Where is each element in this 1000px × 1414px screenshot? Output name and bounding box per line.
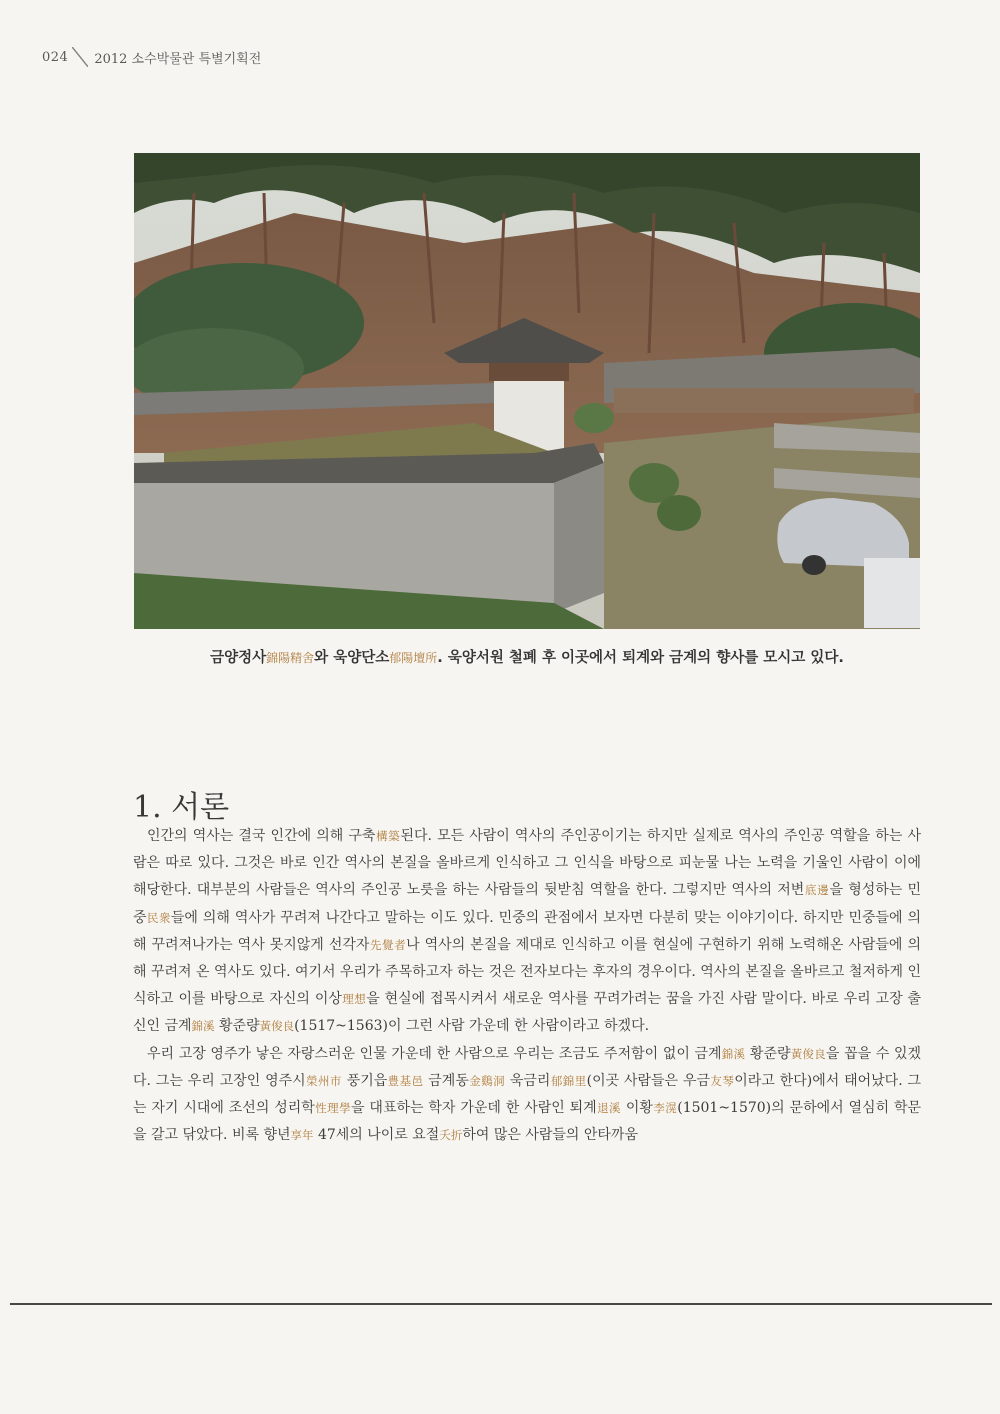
text-run: 을 형성하는 민중: [133, 882, 922, 926]
text-run: 을 꼽을 수 있겠다. 그는 우리 고장인 영주시: [133, 1045, 922, 1089]
hanja-gloss: 豊基邑: [387, 1073, 424, 1088]
hanja-gloss: 退溪: [596, 1101, 621, 1116]
bottom-rule: [10, 1303, 992, 1305]
publication-title: 2012 소수박물관 특별기획전: [94, 51, 262, 67]
text-run: 욱금리: [505, 1072, 551, 1089]
text-run: 나 역사의 본질을 제대로 인식하고 이를 현실에 구현하기 위해 노력해온 사람들에 의해 꾸려져 온 역사도 있다. 여기서 우리가 주목하고자 하는 것은 전자보다는 후자의 경우이다. 역사의 본질을 올바르고 철저하게 인식하고 이를 바탕으로 자신의 이상: [133, 936, 921, 1008]
hanja-gloss: 民衆: [146, 910, 171, 925]
hanja-gloss: 性理學: [314, 1101, 352, 1116]
paragraph-1: [133, 823, 921, 1041]
body-text: [133, 823, 921, 1149]
hanja-gloss: 黃俊良: [259, 1019, 295, 1034]
hanja-gloss: 底邊: [804, 883, 830, 898]
hanja-gloss: 金鷄洞: [468, 1073, 506, 1088]
text-run: 된다. 모든 사람이 역사의 주인공이기는 하지만 실제로 역사의 주인공 역할을 하는 사람은 따로 있다. 그것은 바로 인간 역사의 본질을 올바르게 인식하고 그 인식을 바탕으로 피눈물 나는 노력을 기울인 사람이 이에 해당한다. 대부분의 사람들은 역사의 주인공 노릇을 하는 사람들의 뒷받침 역할을 한다. 그렇지만 역사의 저변: [133, 828, 921, 899]
text-run: 하여 많은 사람들의 안타까움: [462, 1127, 638, 1144]
hanja-gloss: 郁錦里: [550, 1073, 587, 1088]
hanja-gloss: 享年: [290, 1128, 314, 1143]
text-run: 우리 고장 영주가 낳은 자랑스러운 인물 가운데 한 사람으로 우리는 조금도 주저함이 없이 금계: [147, 1045, 722, 1062]
text-run: 금계동: [423, 1072, 469, 1089]
hanja-gloss: 構築: [375, 829, 401, 843]
photo-geumyang-jeongsa: [134, 153, 920, 629]
hanja-gloss: 榮州市: [305, 1073, 342, 1088]
caption-text: 금양정사: [210, 650, 267, 666]
caption-text: . 욱양서원 철폐 후 이곳에서 퇴계와 금계의 향사를 모시고 있다.: [437, 650, 844, 666]
hanja-gloss: 李滉: [652, 1101, 678, 1116]
photo-caption: [134, 646, 920, 667]
hanja-gloss: 先覺者: [369, 937, 407, 952]
text-run: 들에 의해 역사가 꾸려져 나간다고 말하는 이도 있다. 민중의 관점에서 보자면 다분히 맞는 이야기이다. 하지만 민중들에 의해 꾸려져나가는 역사 못지않게 선각자: [133, 909, 921, 953]
hanja-gloss: 友琴: [710, 1073, 735, 1088]
hanja-gloss: 黃俊良: [790, 1046, 826, 1061]
text-run: 이라고 한다)에서 태어났다. 그는 자기 시대에 조선의 성리학: [133, 1072, 922, 1117]
hanja-gloss: 錦溪: [721, 1046, 746, 1061]
text-run: 을 대표하는 학자 가운데 한 사람인 퇴계: [351, 1100, 597, 1117]
caption-hanja: 錦陽精舍: [266, 651, 315, 665]
text-run: 이황: [621, 1100, 653, 1117]
page-number: 024: [42, 49, 69, 65]
text-run: (이곳 사람들은 우금: [586, 1072, 710, 1089]
text-run: 풍기읍: [341, 1072, 388, 1089]
text-run: (1501~1570)의 문하에서 열심히 학문을 갈고 닦았다. 비록 향년: [133, 1100, 922, 1144]
header-slash-divider: [72, 47, 88, 67]
caption-hanja: 郁陽壇所: [389, 651, 438, 665]
hanja-gloss: 理想: [341, 992, 367, 1007]
section-heading: 1. 서론: [133, 790, 230, 826]
hanja-gloss: 錦溪: [191, 1019, 215, 1034]
caption-text: 와 욱양단소: [314, 650, 390, 666]
text-run: 47세의 나이로 요절: [313, 1127, 440, 1144]
text-run: 황준량: [214, 1018, 260, 1035]
text-run: 인간의 역사는 결국 인간에 의해 구축: [147, 828, 376, 844]
text-run: 을 현실에 접목시켜서 새로운 역사를 꾸려가려는 꿈을 가진 사람 말이다. 바로 우리 고장 출신인 금계: [133, 991, 921, 1035]
running-header: [42, 46, 261, 68]
paragraph-2: [133, 1041, 921, 1150]
text-run: (1517~1563)이 그런 사람 가운데 한 사람이라고 하겠다.: [294, 1018, 650, 1035]
hanja-gloss: 夭折: [439, 1128, 463, 1143]
text-run: 황준량: [745, 1045, 791, 1062]
